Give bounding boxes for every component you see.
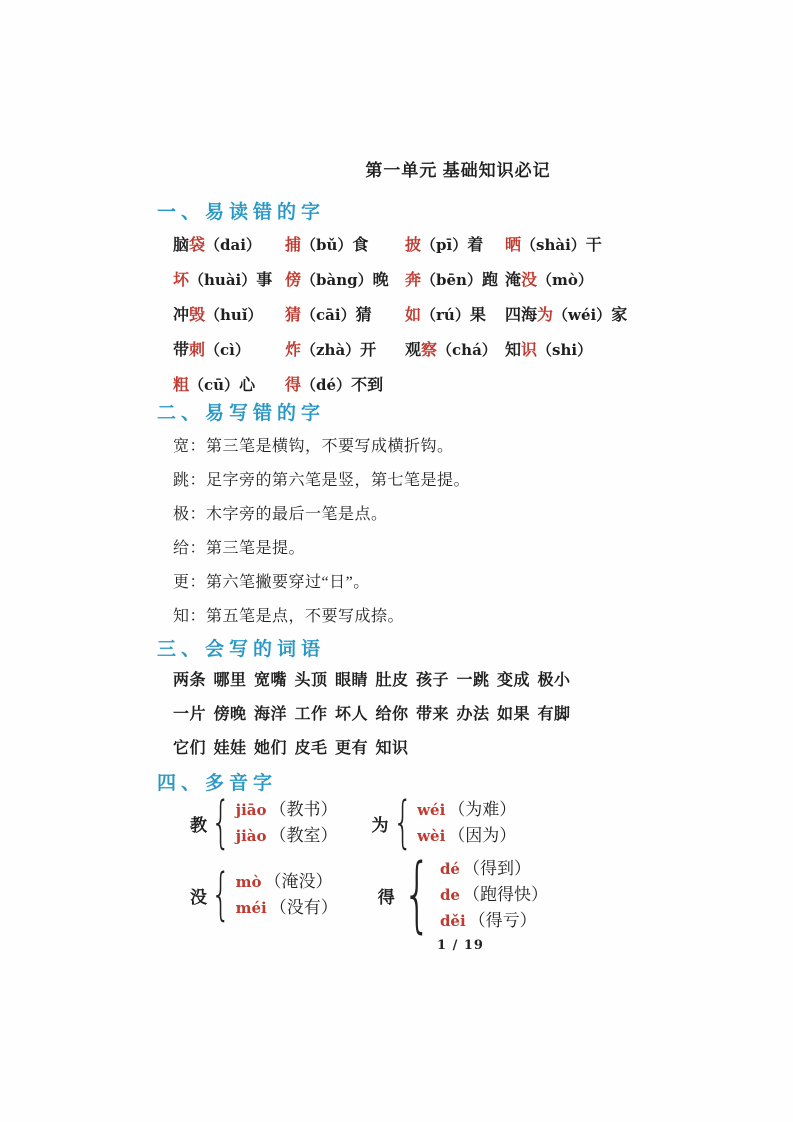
hanzi-highlight: 识 [521,342,538,359]
pinyin: （bàng） [301,271,373,289]
hanzi: 跑 [481,272,498,289]
hanzi-highlight: 披 [405,237,422,254]
pinyin: （chá） [437,341,497,359]
pinyin: （cāi） [301,306,356,324]
pinyin: （cì） [205,341,250,359]
hanzi-highlight: 没 [521,272,538,289]
polyphonic-character: 得 [377,887,395,907]
hanzi: 知 [505,342,522,359]
misread-characters-list [173,228,627,403]
example-word: （淹没） [264,872,333,891]
page-title: 第一单元 基础知识必记 [365,161,551,180]
pronunciation-option [440,856,548,882]
pinyin: （bǔ） [301,236,353,254]
hanzi: 带 [173,342,190,359]
pronunciation-option [236,869,338,895]
pinyin: （wéi） [553,306,612,324]
section-heading-words-to-write: 三、会写的词语 [157,639,326,660]
hanzi: 猜 [355,307,372,324]
brace-icon [211,870,231,920]
pronunciation-options [236,797,338,849]
pinyin: （zhà） [301,341,361,359]
hanzi-highlight: 刺 [189,342,206,359]
hanzi: 四海 [505,307,538,324]
brace-icon [211,798,231,848]
polyphonic-group-row [190,856,548,934]
pronunciation-option [440,882,548,908]
example-word: （因为） [448,826,517,845]
pinyin: （pī） [421,236,468,254]
hanzi: 干 [585,237,602,254]
pinyin: jiāo [235,801,267,819]
polyphonic-group-row [190,797,516,849]
pinyin: （bēn） [421,271,482,289]
pinyin: （huǐ） [205,306,263,324]
hanzi: 冲 [173,307,190,324]
pinyin-annotated-term [173,298,285,333]
pinyin-annotated-term [405,263,505,298]
pinyin: wéi [417,801,446,819]
stroke-note-line: 更：第六笔撇要穿过“日”。 [173,574,370,591]
pinyin: （dé） [301,376,352,394]
pinyin-annotated-term [505,333,627,368]
stroke-note-line: 极：木字旁的最后一笔是点。 [173,506,388,523]
pinyin-annotated-term [405,228,505,263]
hanzi-highlight: 毁 [189,307,206,324]
hanzi-highlight: 为 [537,307,554,324]
pinyin: （dai） [205,236,261,254]
pinyin: de [439,886,460,904]
pronunciation-options [417,797,516,849]
pronunciation-options [440,856,548,934]
example-word: （跑得快） [462,885,548,904]
pronunciation-option [236,797,338,823]
words-to-write-list [173,664,571,766]
pinyin: méi [235,899,267,917]
hanzi: 淹 [505,272,522,289]
word-list-line: 两条 哪里 宽嘴 头顶 眼睛 肚皮 孩子 一跳 变成 极小 [173,672,571,689]
hanzi: 心 [239,377,256,394]
example-word: （教书） [269,800,338,819]
polyphonic-character: 为 [371,815,389,835]
pinyin: （shi） [537,341,593,359]
example-word: （为难） [448,800,517,819]
pinyin: （shài） [521,236,586,254]
hanzi-highlight: 晒 [505,237,522,254]
pinyin: wèi [417,827,446,845]
pronunciation-option [236,895,338,921]
brace-icon [403,858,432,932]
polyphonic-character: 教 [190,815,207,835]
pinyin-annotated-term [173,228,285,263]
hanzi: 果 [469,307,486,324]
pronunciation-option [417,797,516,823]
polyphonic-group [372,797,517,849]
hanzi-highlight: 猜 [285,307,302,324]
pronunciation-option [417,823,516,849]
pinyin-annotated-term [405,333,505,368]
polyphonic-character: 没 [190,887,207,907]
section-heading-polyphonic-characters: 四、多音字 [157,773,278,794]
hanzi-highlight: 得 [285,377,302,394]
hanzi-highlight: 傍 [285,272,302,289]
hanzi-highlight: 袋 [189,237,206,254]
hanzi-highlight: 奔 [405,272,422,289]
misread-row [173,228,627,263]
hanzi: 事 [256,272,273,289]
polyphonic-group [378,856,548,934]
pinyin-annotated-term [405,298,505,333]
pinyin-annotated-term [173,263,285,298]
section-heading-misread-characters: 一、易读错的字 [157,202,326,223]
pinyin-annotated-term [285,263,405,298]
pronunciation-option [236,823,338,849]
hanzi: 脑 [173,237,190,254]
pinyin-annotated-term [285,228,405,263]
misread-row [173,263,627,298]
stroke-note-line: 宽：第三笔是横钩，不要写成横折钩。 [173,438,454,455]
pinyin: （cū） [189,376,240,394]
pronunciation-options [236,869,338,921]
page-number: 1 / 19 [437,938,484,953]
hanzi: 观 [405,342,422,359]
pinyin: dé [439,860,460,878]
pinyin-annotated-term [285,333,405,368]
example-word: （得到） [462,859,531,878]
hanzi: 着 [467,237,484,254]
pinyin: jiào [235,827,267,845]
hanzi: 家 [611,307,628,324]
hanzi-highlight: 坏 [173,272,190,289]
miswritten-characters-list [173,430,470,634]
misread-row [173,298,627,333]
example-word: （教室） [269,826,338,845]
hanzi: 食 [352,237,369,254]
word-list-line: 它们 娃娃 她们 皮毛 更有 知识 [173,740,409,757]
hanzi: 不到 [351,377,384,394]
pinyin: （rú） [421,306,470,324]
hanzi: 开 [360,342,377,359]
pinyin-annotated-term [173,333,285,368]
pronunciation-option [440,908,548,934]
polyphonic-group [190,869,338,921]
hanzi-highlight: 捕 [285,237,302,254]
stroke-note-line: 知：第五笔是点，不要写成捺。 [173,608,405,625]
hanzi: 晚 [372,272,389,289]
pinyin: děi [439,912,466,930]
hanzi-highlight: 如 [405,307,422,324]
example-word: （得亏） [468,911,537,930]
pinyin-annotated-term [285,298,405,333]
pinyin-annotated-term [505,263,627,298]
brace-icon [393,798,413,848]
stroke-note-line: 给：第三笔是提。 [173,540,306,557]
pinyin-annotated-term [505,228,627,263]
pinyin: mò [235,873,262,891]
hanzi-highlight: 察 [421,342,438,359]
stroke-note-line: 跳：足字旁的第六笔是竖，第七笔是提。 [173,472,471,489]
pinyin: （huài） [189,271,257,289]
misread-row [173,333,627,368]
section-heading-miswritten-characters: 二、易写错的字 [157,403,326,424]
hanzi-highlight: 炸 [285,342,302,359]
pinyin: （mò） [537,271,593,289]
hanzi-highlight: 粗 [173,377,190,394]
pinyin-annotated-term [505,298,627,333]
polyphonic-group [190,797,338,849]
example-word: （没有） [269,898,338,917]
word-list-line: 一片 傍晚 海洋 工作 坏人 给你 带来 办法 如果 有脚 [173,706,571,723]
